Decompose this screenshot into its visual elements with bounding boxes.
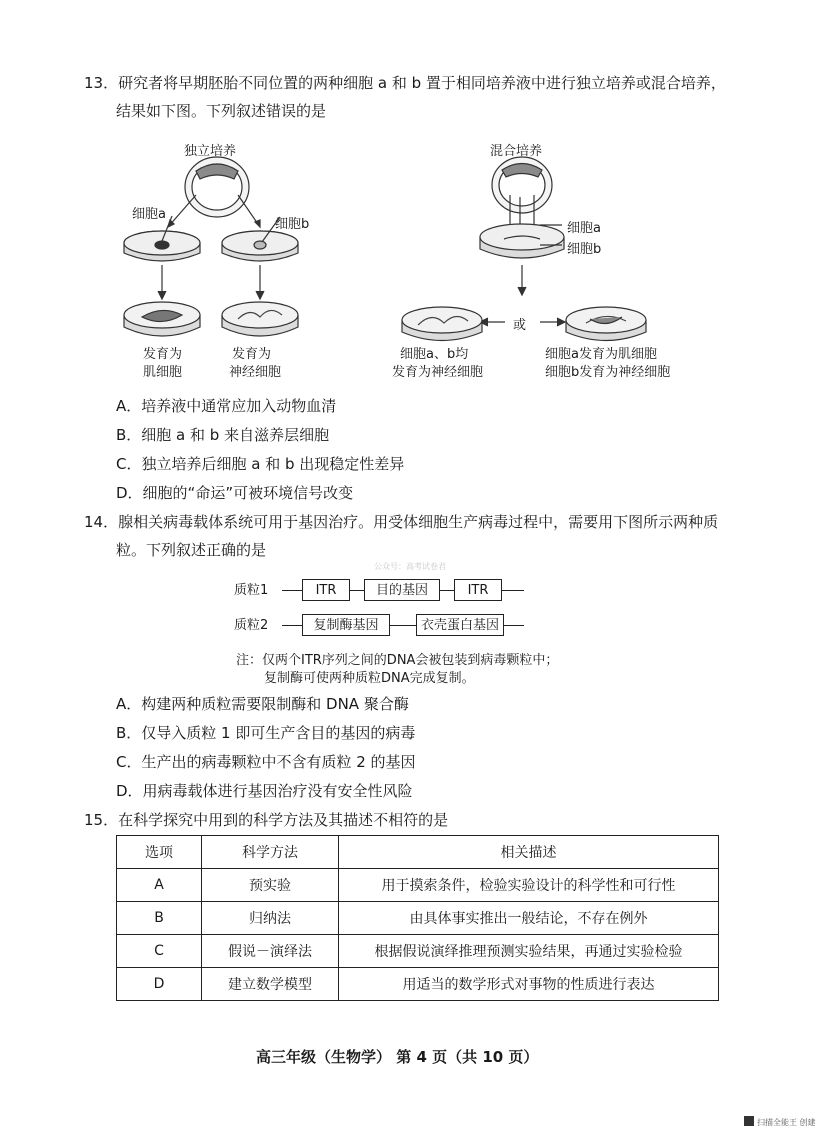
fig-result-b-line2: 神经细胞 [229, 365, 282, 380]
fig-cell-b-right-label: 细胞b [567, 242, 602, 257]
fig-result-b-line1: 发育为 [232, 347, 272, 362]
q14-stem-line1: 14．腺相关病毒载体系统可用于基因治疗。用受体细胞生产病毒过程中，需要用下图所示两种质 [84, 513, 719, 531]
q15-table [116, 835, 719, 1001]
table-cell-description: 用于摸索条件，检验实验设计的科学性和可行性 [339, 869, 719, 902]
plasmid2-line-right [504, 625, 524, 626]
table-header-row [117, 836, 719, 869]
q15-stem: 15．在科学探究中用到的科学方法及其描述不相符的是 [84, 811, 449, 829]
fig-mix-result1-line1: 细胞a、b均 [400, 347, 469, 362]
dish-mixed [480, 224, 564, 258]
q13-stem-line2: 结果如下图。下列叙述错误的是 [116, 102, 327, 120]
embryo-left-illustration [185, 157, 249, 217]
q14-option-a: A．构建两种质粒需要限制酶和 DNA 聚合酶 [116, 695, 409, 713]
plasmid2-label: 质粒2 [234, 618, 269, 633]
q14-option-d: D．用病毒载体进行基因治疗没有安全性风险 [116, 782, 413, 800]
table-cell-description: 由具体事实推出一般结论，不存在例外 [339, 902, 719, 935]
q13-option-a: A．培养液中通常应加入动物血清 [116, 397, 337, 415]
plasmid1-line-right [502, 590, 524, 591]
table-cell-description: 根据假说演绎推理预测实验结果，再通过实验检验 [339, 935, 719, 968]
scanner-mark-text: 扫描全能王 创建 [757, 1118, 816, 1127]
plasmid2-line-left [282, 625, 302, 626]
dish-a-top [124, 231, 200, 261]
plasmid1-line-left [282, 590, 302, 591]
fig-right-title: 混合培养 [490, 144, 543, 159]
q14-option-c: C．生产出的病毒颗粒中不含有质粒 2 的基因 [116, 753, 416, 771]
fig-left-title: 独立培养 [184, 144, 237, 159]
q13-stem-line1: 13．研究者将早期胚胎不同位置的两种细胞 a 和 b 置于相同培养液中进行独立培养或混合培养， [84, 74, 726, 92]
table-row [117, 935, 719, 968]
q13-option-d: D．细胞的“命运”可被环境信号改变 [116, 484, 354, 502]
plasmid1-target-gene: 目的基因 [364, 579, 440, 601]
table-cell-option: D [117, 968, 202, 1001]
dish-b-bottom [222, 302, 298, 336]
dish-a-bottom [124, 302, 200, 336]
fig-mix-result2-line2: 细胞b发育为神经细胞 [545, 365, 671, 380]
plasmid1-line-mid1 [350, 590, 364, 591]
fig-mix-result1-line2: 发育为神经细胞 [392, 365, 484, 380]
table-header-method: 科学方法 [202, 836, 339, 869]
plasmid1-itr-right: ITR [454, 579, 502, 601]
dish-b-top [222, 231, 298, 261]
table-header-option: 选项 [117, 836, 202, 869]
fig-result-a-line2: 肌细胞 [143, 365, 183, 380]
table-row [117, 902, 719, 935]
page-footer: 高三年级（生物学） 第 4 页（共 10 页） [256, 1048, 539, 1066]
plasmid1-line-mid2 [440, 590, 454, 591]
table-cell-method: 预实验 [202, 869, 339, 902]
table-cell-method: 假说－演绎法 [202, 935, 339, 968]
table-row [117, 968, 719, 1001]
plasmid1-itr-left: ITR [302, 579, 350, 601]
fig-or-label: 或 [513, 318, 527, 333]
qr-code-icon [744, 1116, 754, 1126]
table-cell-method: 建立数学模型 [202, 968, 339, 1001]
q14-stem-line2: 粒。下列叙述正确的是 [116, 541, 267, 559]
plasmid2-replicase-gene: 复制酶基因 [302, 614, 390, 636]
watermark-text: 公众号：高考试卷君 [374, 562, 446, 571]
table-cell-option: B [117, 902, 202, 935]
table-cell-method: 归纳法 [202, 902, 339, 935]
table-cell-option: A [117, 869, 202, 902]
plasmid2-line-mid [390, 625, 416, 626]
q13-option-c: C．独立培养后细胞 a 和 b 出现稳定性差异 [116, 455, 405, 473]
plasmid1-label: 质粒1 [234, 583, 269, 598]
q14-note-line1: 注：仅两个ITR序列之间的DNA会被包装到病毒颗粒中； [236, 653, 559, 668]
dish-mix-result-2 [566, 307, 646, 341]
fig-result-a-line1: 发育为 [143, 347, 183, 362]
fig-cell-a-label: 细胞a [132, 207, 166, 222]
fig-cell-a-right-label: 细胞a [567, 221, 601, 236]
fig-mix-result2-line1: 细胞a发育为肌细胞 [545, 347, 657, 362]
table-cell-description: 用适当的数学形式对事物的性质进行表达 [339, 968, 719, 1001]
q14-note-line2: 复制酶可使两种质粒DNA完成复制。 [264, 671, 475, 686]
fig-cell-b-label: 细胞b [275, 217, 310, 232]
embryo-right-illustration [492, 157, 552, 213]
table-row [117, 869, 719, 902]
table-header-description: 相关描述 [339, 836, 719, 869]
q13-option-b: B．细胞 a 和 b 来自滋养层细胞 [116, 426, 330, 444]
plasmid2-capsid-gene: 衣壳蛋白基因 [416, 614, 504, 636]
q14-option-b: B．仅导入质粒 1 即可生产含目的基因的病毒 [116, 724, 416, 742]
table-cell-option: C [117, 935, 202, 968]
dish-mix-result-1 [402, 307, 482, 341]
